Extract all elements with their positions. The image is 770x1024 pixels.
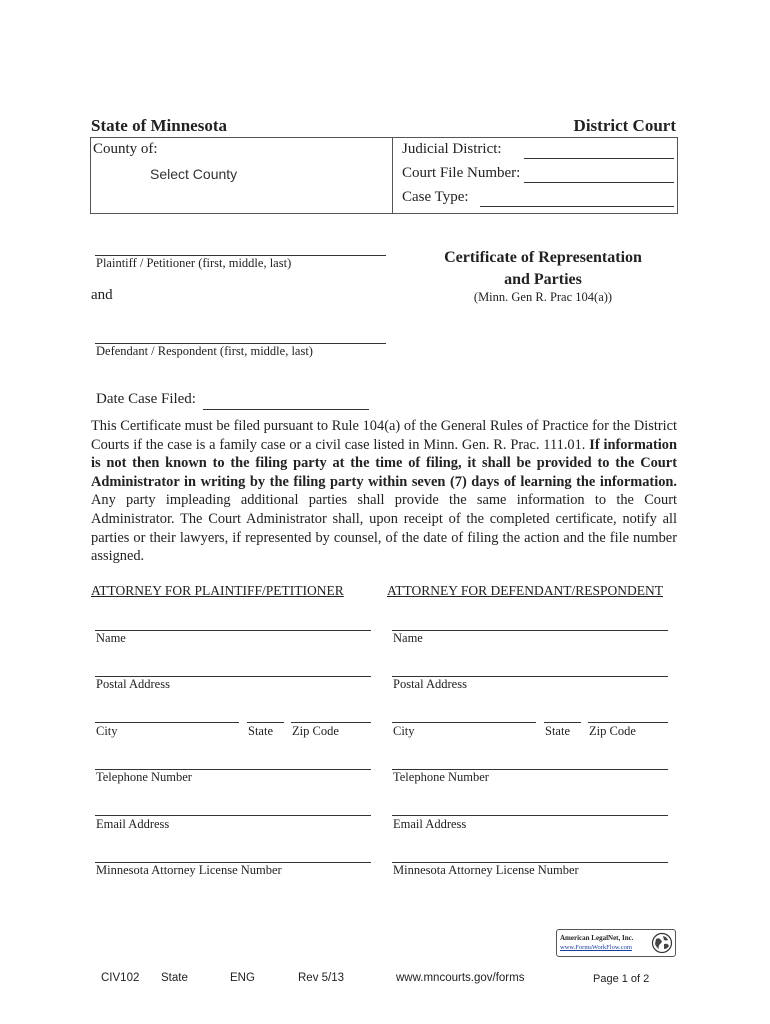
defendant-attorney-phone-label: Telephone Number (393, 770, 489, 784)
court-file-number-label: Court File Number: (402, 165, 521, 181)
plaintiff-attorney-city-field[interactable] (95, 722, 239, 723)
plaintiff-attorney-state-label: State (248, 724, 273, 738)
judicial-district-label: Judicial District: (402, 141, 502, 157)
plaintiff-attorney-name-field[interactable] (95, 630, 371, 631)
case-type-label: Case Type: (402, 189, 469, 205)
county-box (90, 137, 393, 214)
footer-rev: Rev 5/13 (298, 972, 345, 984)
defendant-label: Defendant / Respondent (first, middle, last) (96, 344, 313, 358)
legalnet-logo (556, 929, 676, 957)
plaintiff-attorney-zip-field[interactable] (291, 722, 371, 723)
defendant-attorney-email-label: Email Address (393, 817, 467, 831)
date-filed-label: Date Case Filed: (96, 391, 196, 407)
instructions-bold: If information is not then known to the filing party at the time of filing, it shall be provided to the Court Administrator in writing by the filing party within seven (7) days of learning the information. (91, 436, 677, 490)
court-title: District Court (573, 116, 676, 135)
defendant-attorney-name-field[interactable] (392, 630, 668, 631)
plaintiff-attorney-email-field[interactable] (95, 815, 371, 816)
logo-line2: www.FormsWorkFlow.com (560, 944, 632, 951)
date-filed-field[interactable] (203, 409, 369, 410)
certificate-title (410, 247, 676, 291)
certificate-title-line2: and Parties (504, 271, 582, 288)
defendant-attorney-license-label: Minnesota Attorney License Number (393, 863, 579, 877)
footer-form-id: CIV102 (101, 972, 140, 984)
and-label: and (91, 287, 113, 303)
footer-page: Page 1 of 2 (593, 973, 650, 985)
footer-state: State (161, 972, 188, 984)
defendant-attorney-city-label: City (393, 724, 415, 738)
plaintiff-attorney-phone-label: Telephone Number (96, 770, 192, 784)
plaintiff-attorney-name-label: Name (96, 631, 126, 645)
county-label: County of: (93, 141, 158, 157)
instructions-part1: This Certificate must be filed pursuant to Rule 104(a) of the General Rules of Practice for the District Courts if the case is a family case or a civil case listed in Minn. Gen. R. Prac. 111.01. (91, 418, 677, 453)
plaintiff-attorney-license-label: Minnesota Attorney License Number (96, 863, 282, 877)
plaintiff-attorney-city-label: City (96, 724, 118, 738)
defendant-attorney-state-field[interactable] (544, 722, 581, 723)
plaintiff-label: Plaintiff / Petitioner (first, middle, last) (96, 256, 292, 270)
rule-citation: (Minn. Gen R. Prac 104(a)) (473, 290, 613, 304)
attorney-plaintiff-heading: ATTORNEY FOR PLAINTIFF/PETITIONER (91, 583, 344, 598)
court-file-number-field[interactable] (524, 182, 674, 183)
attorney-defendant-heading: ATTORNEY FOR DEFENDANT/RESPONDENT (387, 583, 664, 598)
certificate-title-line1: Certificate of Representation (444, 249, 642, 266)
instructions-part2: Any party impleading additional parties shall provide the same information to the Court Administrator. The Court Administrator shall, upon receipt of the completed certificate, notify all parties or their lawyers, if represented by counsel, of the date of filing the action and the file number assigned. (91, 492, 677, 565)
defendant-attorney-state-label: State (545, 724, 570, 738)
plaintiff-attorney-zip-label: Zip Code (292, 724, 339, 738)
defendant-attorney-city-field[interactable] (392, 722, 536, 723)
judicial-district-field[interactable] (524, 158, 674, 159)
defendant-attorney-zip-field[interactable] (588, 722, 668, 723)
defendant-attorney-postal-label: Postal Address (393, 677, 467, 691)
state-title: State of Minnesota (91, 116, 227, 135)
instructions-paragraph (91, 417, 677, 566)
plaintiff-attorney-state-field[interactable] (247, 722, 284, 723)
footer-url[interactable]: www.mncourts.gov/forms (396, 972, 525, 984)
footer-lang: ENG (230, 972, 255, 984)
case-type-field[interactable] (480, 206, 674, 207)
globe-icon (651, 932, 673, 954)
plaintiff-attorney-postal-label: Postal Address (96, 677, 170, 691)
plaintiff-attorney-email-label: Email Address (96, 817, 170, 831)
logo-line1: American LegalNet, Inc. (560, 934, 634, 942)
district-box (391, 137, 678, 214)
county-select[interactable]: Select County (150, 166, 238, 182)
defendant-attorney-zip-label: Zip Code (589, 724, 636, 738)
defendant-attorney-name-label: Name (393, 631, 423, 645)
defendant-attorney-email-field[interactable] (392, 815, 668, 816)
